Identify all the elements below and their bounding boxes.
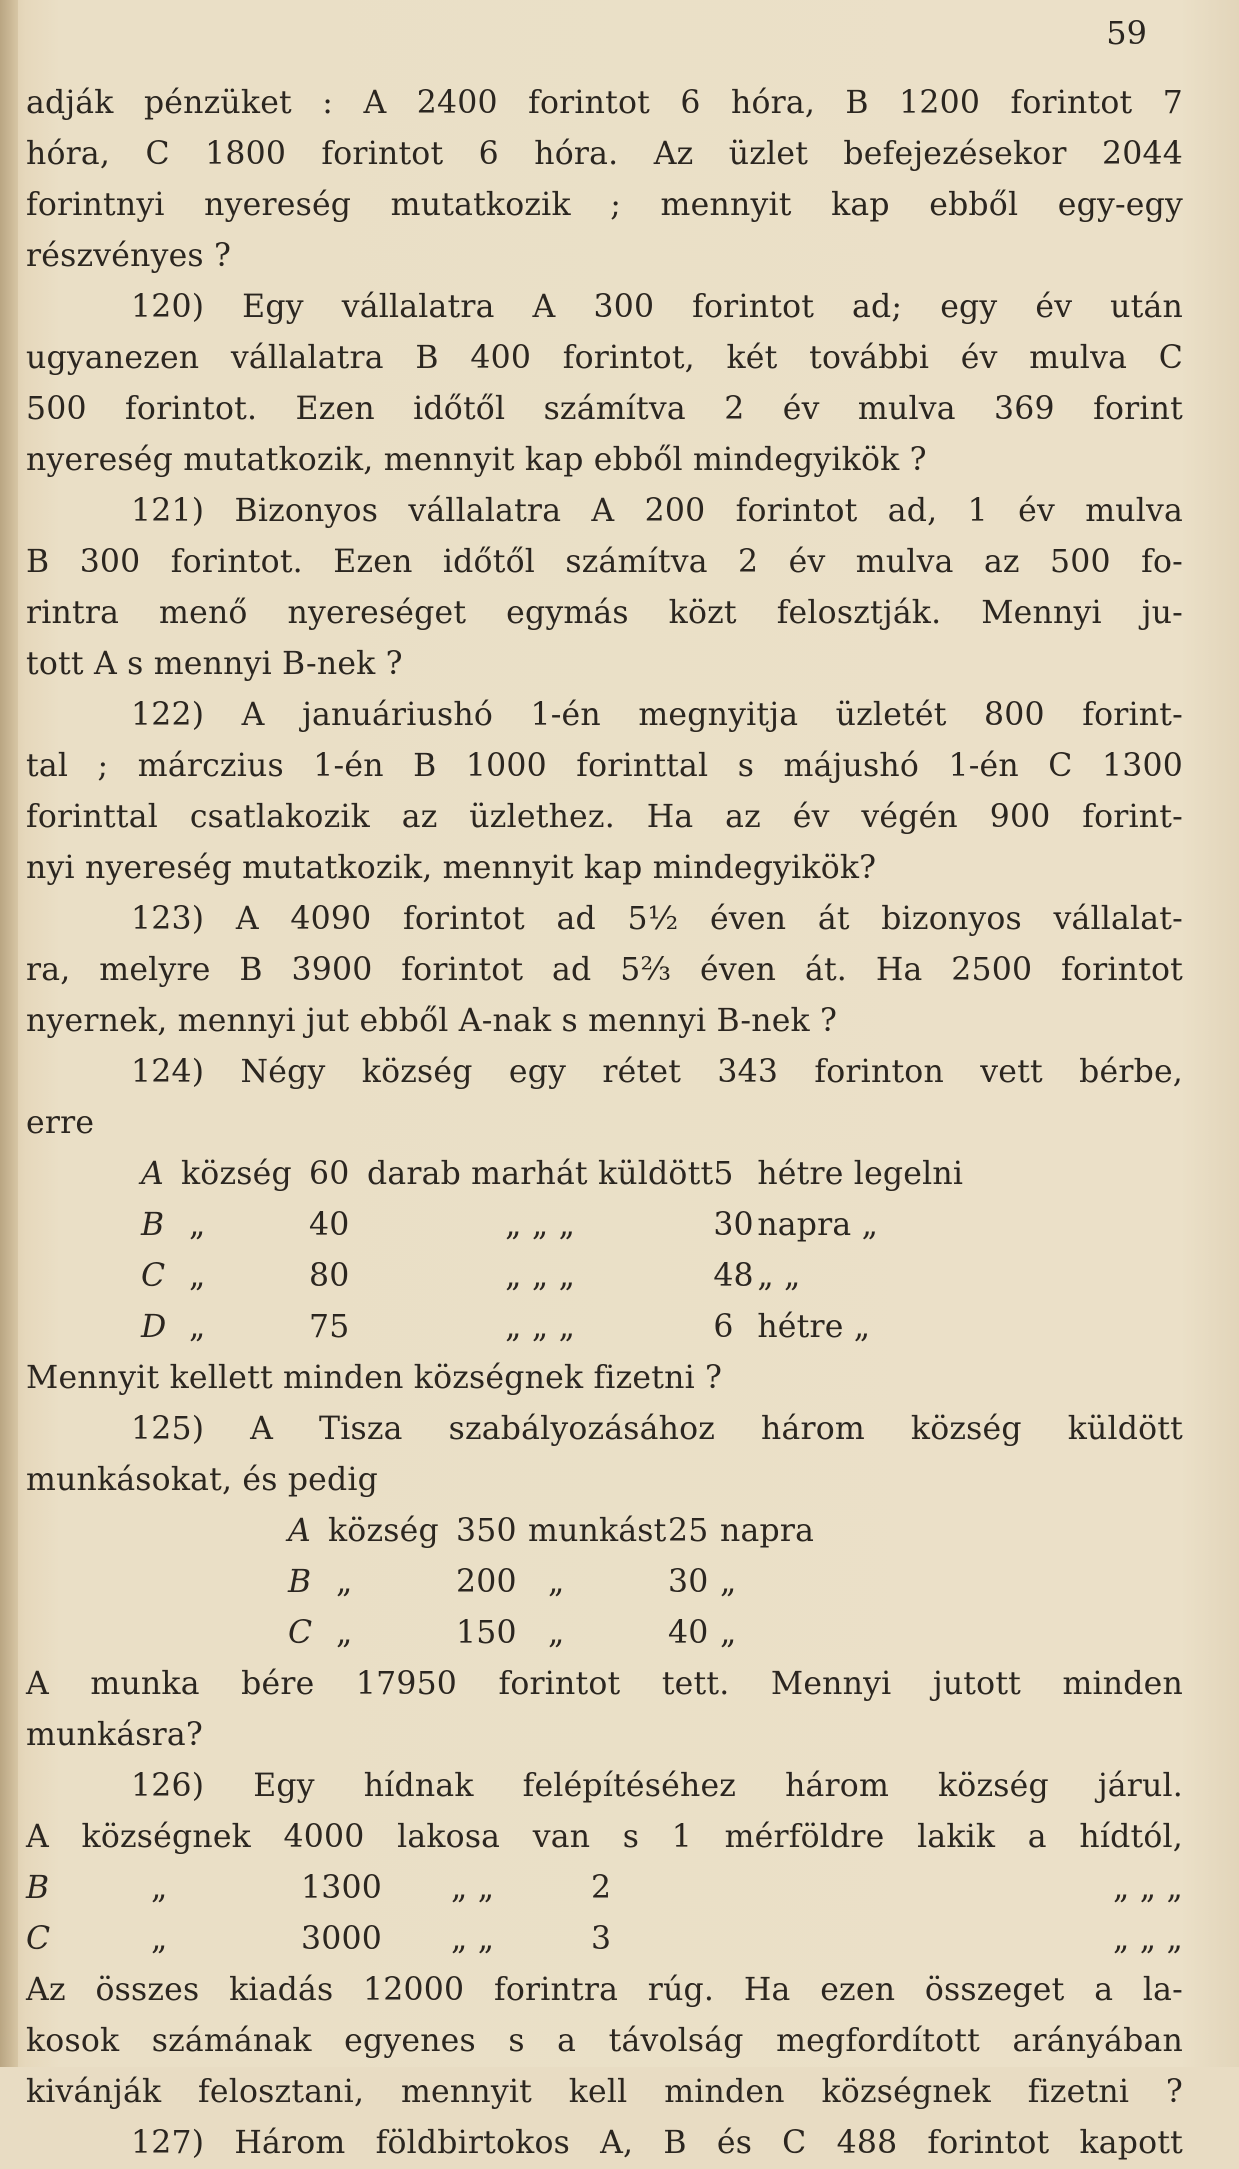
table-cell: B (288, 1564, 312, 1600)
text-line: rintra menő nyereséget egymás közt felosztják. Mennyi ju- (26, 595, 1183, 631)
text-line: A községnek 4000 lakosa van s 1 mérföldre lakik a hídtól, (26, 1819, 1183, 1855)
table-exercise-126 (26, 1863, 1183, 1965)
table-cell: napra „ (757, 1207, 879, 1243)
text-line: kosok számának egyenes s a távolság megfordított arányában (26, 2023, 1183, 2059)
table-cell: 80 (309, 1258, 350, 1294)
table-cell: darab marhát küldött (367, 1156, 714, 1192)
table-cell: „ „ „ (505, 1207, 576, 1243)
text-line: munkásokat, és pedig (26, 1462, 379, 1498)
table-cell: napra (720, 1513, 815, 1549)
table-cell: 200 (456, 1564, 517, 1600)
table-cell: 150 (456, 1615, 517, 1651)
table-exercise-124 (141, 1149, 963, 1353)
exercise-126-start: 126) Egy hídnak felépítéséhez három község járul. (131, 1768, 1183, 1804)
table-cell: B (26, 1870, 50, 1906)
table-cell: A (141, 1156, 164, 1192)
text-line: Mennyit kellett minden községnek fizetni ? (26, 1360, 723, 1396)
table-cell: „ (151, 1921, 168, 1957)
text-line: ugyanezen vállalatra B 400 forintot, két további év mulva C (26, 340, 1183, 376)
page-spine-shadow (0, 0, 18, 2067)
table-cell: „ (720, 1564, 737, 1600)
table-row (288, 1557, 814, 1608)
text-line: részvényes ? (26, 238, 232, 274)
page-number: 59 (1106, 14, 1147, 52)
table-cell: „ (336, 1564, 353, 1600)
table-row (141, 1149, 963, 1200)
text-line: nyi nyereség mutatkozik, mennyit kap mindegyikök? (26, 850, 877, 886)
table-cell: 3000 (301, 1921, 382, 1957)
table-row (288, 1506, 814, 1557)
exercise-120-start: 120) Egy vállalatra A 300 forintot ad; egy év után (131, 289, 1183, 325)
table-cell: B (141, 1207, 165, 1243)
text-line: hóra, C 1800 forintot 6 hóra. Az üzlet befejezésekor 2044 (26, 136, 1183, 172)
table-cell: 25 (668, 1513, 709, 1549)
table-cell: 30 (668, 1564, 709, 1600)
table-cell: 60 (309, 1156, 350, 1192)
exercise-122-start: 122) A januáriushó 1-én megnyitja üzletét 800 forint- (131, 697, 1183, 733)
table-cell: „ (548, 1615, 565, 1651)
table-cell: „ „ „ (1113, 1921, 1183, 1957)
table-cell: munkást (528, 1513, 667, 1549)
table-cell: 75 (309, 1309, 350, 1345)
table-cell: „ „ (451, 1921, 495, 1957)
table-row (288, 1608, 814, 1659)
table-cell: község (181, 1156, 292, 1192)
table-row (141, 1200, 963, 1251)
text-line: B 300 forintot. Ezen időtől számítva 2 év mulva az 500 fo- (26, 544, 1183, 580)
table-cell: „ „ (757, 1258, 801, 1294)
table-cell: „ (151, 1870, 168, 1906)
table-row (141, 1302, 963, 1353)
page-text (26, 78, 1183, 2169)
table-cell: C (141, 1258, 166, 1294)
exercise-123-start: 123) A 4090 forintot ad 5½ éven át bizonyos vállalat- (131, 901, 1183, 937)
table-cell: „ (189, 1258, 206, 1294)
text-line: nyereség mutatkozik, mennyit kap ebből mindegyikök ? (26, 442, 927, 478)
table-cell: A (288, 1513, 311, 1549)
table-cell: hétre legelni (757, 1156, 964, 1192)
exercise-124-start: 124) Négy község egy rétet 343 forinton vett bérbe, (131, 1054, 1183, 1090)
exercise-127-start: 127) Három földbirtokos A, B és C 488 forintot kapott (131, 2125, 1183, 2161)
text-line: A munka bére 17950 forintot tett. Mennyi jutott minden (26, 1666, 1183, 1702)
text-line: tott A s mennyi B-nek ? (26, 646, 403, 682)
table-cell: 2 (591, 1870, 612, 1906)
exercise-125-start: 125) A Tisza szabályozásához három község küldött (131, 1411, 1183, 1447)
text-line: Az összes kiadás 12000 forintra rúg. Ha ezen összeget a la- (26, 1972, 1183, 2008)
table-cell: 3 (591, 1921, 612, 1957)
table-row (141, 1251, 963, 1302)
table-cell: „ (189, 1309, 206, 1345)
table-cell: C (288, 1615, 313, 1651)
table-cell: 48 (713, 1258, 754, 1294)
table-cell: község (328, 1513, 439, 1549)
table-cell: 40 (309, 1207, 350, 1243)
text-line: 500 forintot. Ezen időtől számítva 2 év mulva 369 forint (26, 391, 1183, 427)
table-cell: 5 (713, 1156, 734, 1192)
table-cell: „ „ „ (505, 1258, 576, 1294)
table-cell: „ „ „ (505, 1309, 576, 1345)
table-cell: 30 (713, 1207, 754, 1243)
text-line: erre (26, 1105, 95, 1141)
text-line: forintnyi nyereség mutatkozik ; mennyit kap ebből egy-egy (26, 187, 1183, 223)
text-line: adják pénzüket : A 2400 forintot 6 hóra, B 1200 forintot 7 (26, 85, 1183, 121)
text-line: nyernek, mennyi jut ebből A-nak s mennyi B-nek ? (26, 1003, 838, 1039)
table-cell: 1300 (301, 1870, 382, 1906)
table-row (26, 1863, 1183, 1914)
table-cell: hétre „ (757, 1309, 871, 1345)
table-exercise-125 (288, 1506, 814, 1659)
text-line: ra, melyre B 3900 forintot ad 5⅔ éven át. Ha 2500 forintot (26, 952, 1183, 988)
table-cell: „ (189, 1207, 206, 1243)
table-cell: 40 (668, 1615, 709, 1651)
table-cell: „ „ (451, 1870, 495, 1906)
text-line: forinttal csatlakozik az üzlethez. Ha az év végén 900 forint- (26, 799, 1183, 835)
table-cell: C (26, 1921, 51, 1957)
table-row (26, 1914, 1183, 1965)
exercise-121-start: 121) Bizonyos vállalatra A 200 forintot ad, 1 év mulva (131, 493, 1183, 529)
text-line: munkásra? (26, 1717, 204, 1753)
table-cell: D (141, 1309, 167, 1345)
table-cell: 350 (456, 1513, 517, 1549)
text-line: tal ; márczius 1-én B 1000 forinttal s májushó 1-én C 1300 (26, 748, 1183, 784)
table-cell: 6 (713, 1309, 734, 1345)
table-cell: „ „ „ (1113, 1870, 1183, 1906)
table-cell: „ (336, 1615, 353, 1651)
table-cell: „ (548, 1564, 565, 1600)
text-line: kivánják felosztani, mennyit kell minden községnek fizetni ? (26, 2074, 1183, 2110)
table-cell: „ (720, 1615, 737, 1651)
